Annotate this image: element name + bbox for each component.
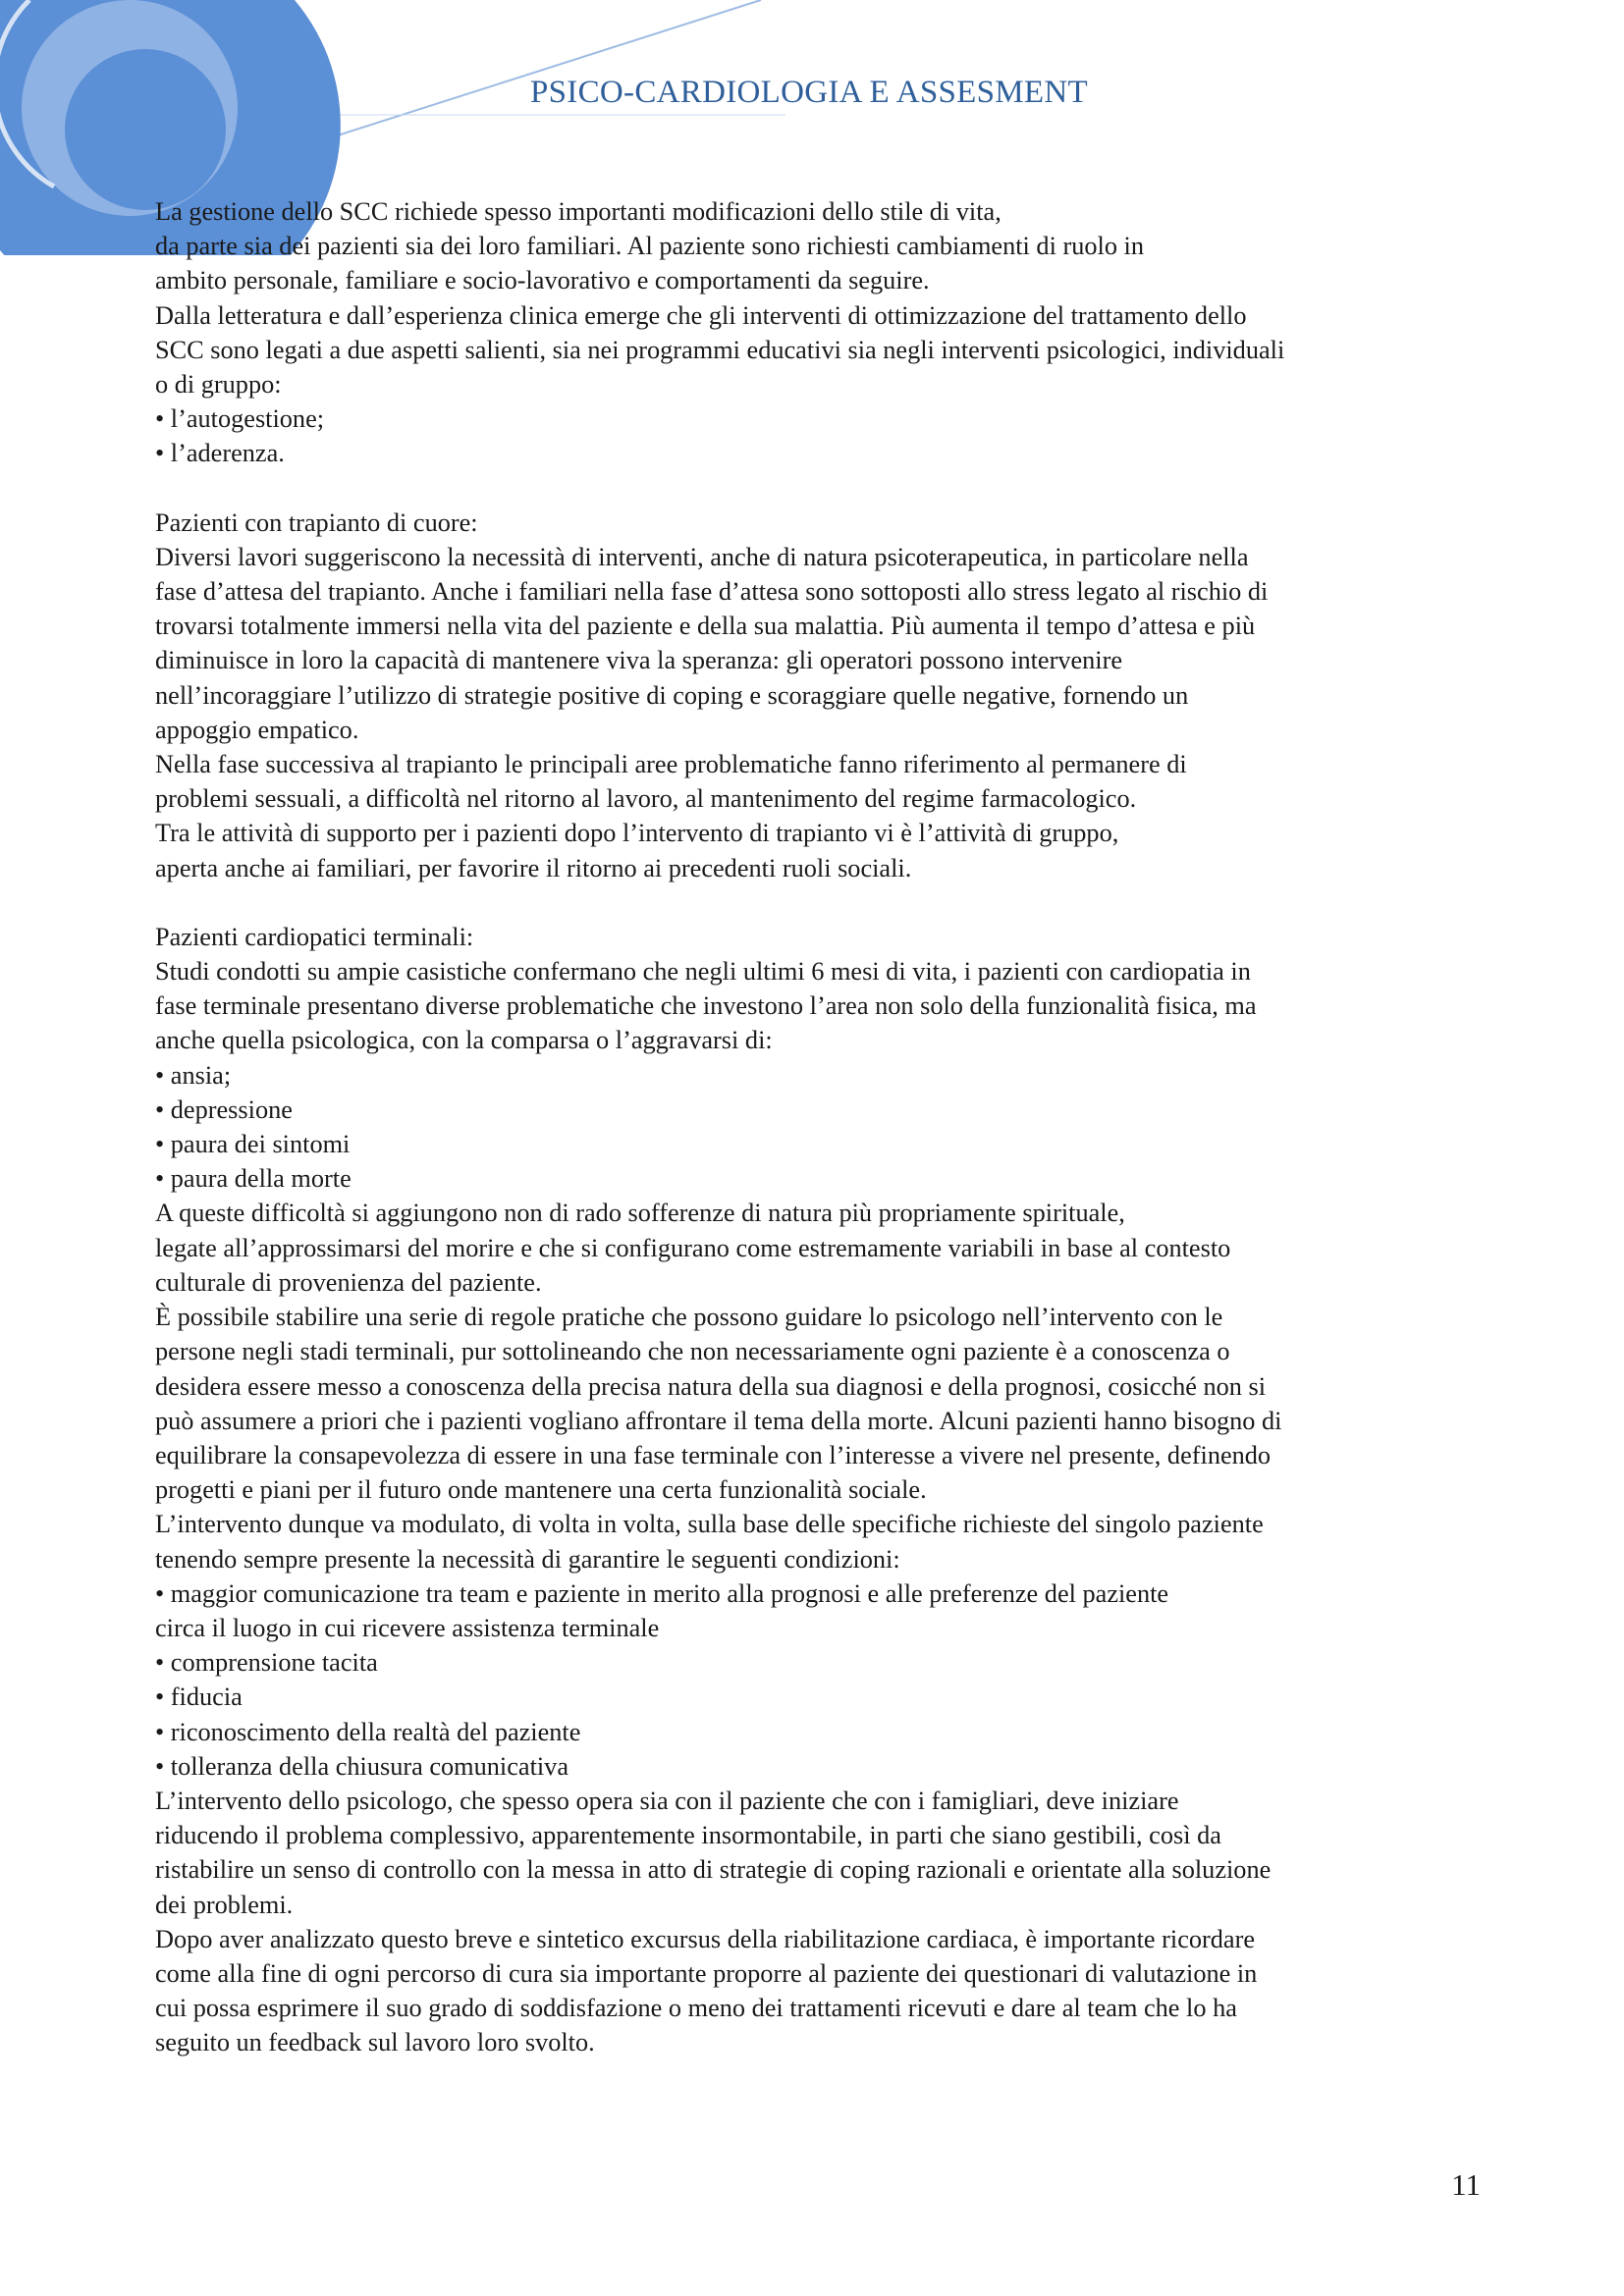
paragraph-line: persone negli stadi terminali, pur sottolineando che non necessariamente ogni paziente è a conoscenza o: [155, 1337, 1230, 1366]
paragraph-line: diminuisce in loro la capacità di mantenere viva la speranza: gli operatori possono intervenire: [155, 646, 1123, 675]
paragraph-line: fase terminale presentano diverse problematiche che investono l’area non solo della funzionalità fisica, ma: [155, 991, 1257, 1021]
paragraph-line: dei problemi.: [155, 1890, 294, 1919]
paragraph-line: come alla fine di ogni percorso di cura sia importante proporre al paziente dei questionari di valutazione in: [155, 1958, 1258, 1988]
paragraph-line: fase d’attesa del trapianto. Anche i familiari nella fase d’attesa sono sottoposti allo stress legato al rischio di: [155, 577, 1269, 607]
paragraph-gap: [155, 885, 1471, 920]
bullet-item: • fiducia: [155, 1680, 1471, 1714]
paragraph-line: La gestione dello SCC richiede spesso importanti modificazioni dello stile di vita,: [155, 197, 1001, 226]
bullet-item: • tolleranza della chiusura comunicativa: [155, 1749, 1471, 1784]
paragraph-line: SCC sono legati a due aspetti salienti, sia nei programmi educativi sia negli interventi psicologici, individuali: [155, 335, 1285, 364]
paragraph-line: nell’incoraggiare l’utilizzo di strategie positive di coping e scoraggiare quelle negative, fornendo un: [155, 680, 1189, 710]
bullet-item: • depressione: [155, 1093, 1471, 1127]
paragraph-line: culturale di provenienza del paziente.: [155, 1267, 542, 1297]
paragraph-line: Nella fase successiva al trapianto le principali aree problematiche fanno riferimento al permanere di: [155, 750, 1187, 779]
page-header-title: PSICO-CARDIOLOGIA E ASSESMENT: [530, 75, 1088, 110]
paragraph-line: tenendo sempre presente la necessità di garantire le seguenti condizioni:: [155, 1544, 900, 1574]
document-body: [155, 194, 1471, 2060]
paragraph-line: cui possa esprimere il suo grado di soddisfazione o meno dei trattamenti ricevuti e dare al team che lo ha: [155, 1994, 1237, 2023]
paragraph-line: Diversi lavori suggeriscono la necessità di interventi, anche di natura psicoterapeutica, in particolare nella: [155, 542, 1249, 571]
paragraph-line: o di gruppo:: [155, 370, 282, 400]
paragraph-line: anche quella psicologica, con la comparsa o l’aggravarsi di:: [155, 1026, 773, 1055]
bullet-item: • maggior comunicazione tra team e paziente in merito alla prognosi e alle preferenze del paziente: [155, 1576, 1471, 1611]
paragraph-line: A queste difficoltà si aggiungono non di rado sofferenze di natura più propriamente spirituale,: [155, 1199, 1125, 1228]
paragraph-line: appoggio empatico.: [155, 715, 359, 744]
paragraph-line: seguito un feedback sul lavoro loro svolto.: [155, 2028, 595, 2057]
bullet-item: • l’aderenza.: [155, 436, 1471, 470]
paragraph-line: Tra le attività di supporto per i pazienti dopo l’intervento di trapianto vi è l’attività di gruppo,: [155, 819, 1119, 848]
paragraph-line: Dalla letteratura e dall’esperienza clinica emerge che gli interventi di ottimizzazione del trattamento dello: [155, 300, 1247, 330]
paragraph-line: aperta anche ai familiari, per favorire il ritorno ai precedenti ruoli sociali.: [155, 853, 912, 882]
bullet-item: • ansia;: [155, 1058, 1471, 1093]
bullet-item: • l’autogestione;: [155, 401, 1471, 436]
paragraph-line: da parte sia dei pazienti sia dei loro familiari. Al paziente sono richiesti cambiamenti di ruolo in: [155, 232, 1144, 261]
bullet-item: • paura dei sintomi: [155, 1127, 1471, 1161]
paragraph-line: problemi sessuali, a difficoltà nel ritorno al lavoro, al mantenimento del regime farmacologico.: [155, 784, 1137, 814]
paragraph-line: Dopo aver analizzato questo breve e sintetico excursus della riabilitazione cardiaca, è importante ricordare: [155, 1924, 1256, 1953]
section-title: Pazienti con trapianto di cuore:: [155, 507, 478, 537]
paragraph-line: può assumere a priori che i pazienti vogliano affrontare il tema della morte. Alcuni pazienti hanno bisogno di: [155, 1406, 1282, 1435]
bullet-item: • paura della morte: [155, 1161, 1471, 1196]
paragraph-line: ristabilire un senso di controllo con la messa in atto di strategie di coping razionali e orientate alla soluzione: [155, 1855, 1272, 1885]
bullet-item: • riconoscimento della realtà del paziente: [155, 1715, 1471, 1749]
paragraph-line: L’intervento dello psicologo, che spesso opera sia con il paziente che con i famigliari, deve iniziare: [155, 1786, 1179, 1815]
paragraph-line: È possibile stabilire una serie di regole pratiche che possono guidare lo psicologo nell’intervento con le: [155, 1303, 1223, 1332]
paragraph-line: L’intervento dunque va modulato, di volta in volta, sulla base delle specifiche richieste del singolo paziente: [155, 1510, 1264, 1539]
paragraph-gap: [155, 471, 1471, 506]
paragraph-line: legate all’approssimarsi del morire e che si configurano come estremamente variabili in base al contesto: [155, 1233, 1231, 1262]
paragraph-line: circa il luogo in cui ricevere assistenza terminale: [155, 1613, 660, 1642]
section-title: Pazienti cardiopatici terminali:: [155, 922, 474, 951]
paragraph-line: desidera essere messo a conoscenza della precisa natura della sua diagnosi e della prognosi, cosicché non si: [155, 1371, 1267, 1401]
paragraph-line: ambito personale, familiare e socio-lavorativo e comportamenti da seguire.: [155, 266, 930, 295]
paragraph-line: riducendo il problema complessivo, apparentemente insormontabile, in parti che siano gestibili, così da: [155, 1821, 1221, 1850]
paragraph-line: Studi condotti su ampie casistiche confermano che negli ultimi 6 mesi di vita, i pazienti con cardiopatia in: [155, 957, 1251, 987]
bullet-item: • comprensione tacita: [155, 1645, 1471, 1680]
page-number: 11: [1451, 2167, 1481, 2202]
paragraph-line: progetti e piani per il futuro onde mantenere una certa funzionalità sociale.: [155, 1475, 927, 1505]
paragraph-line: trovarsi totalmente immersi nella vita del paziente e della sua malattia. Più aumenta il tempo d’attesa e più: [155, 612, 1256, 641]
paragraph-line: equilibrare la consapevolezza di essere in una fase terminale con l’interesse a vivere nel presente, definendo: [155, 1440, 1272, 1469]
